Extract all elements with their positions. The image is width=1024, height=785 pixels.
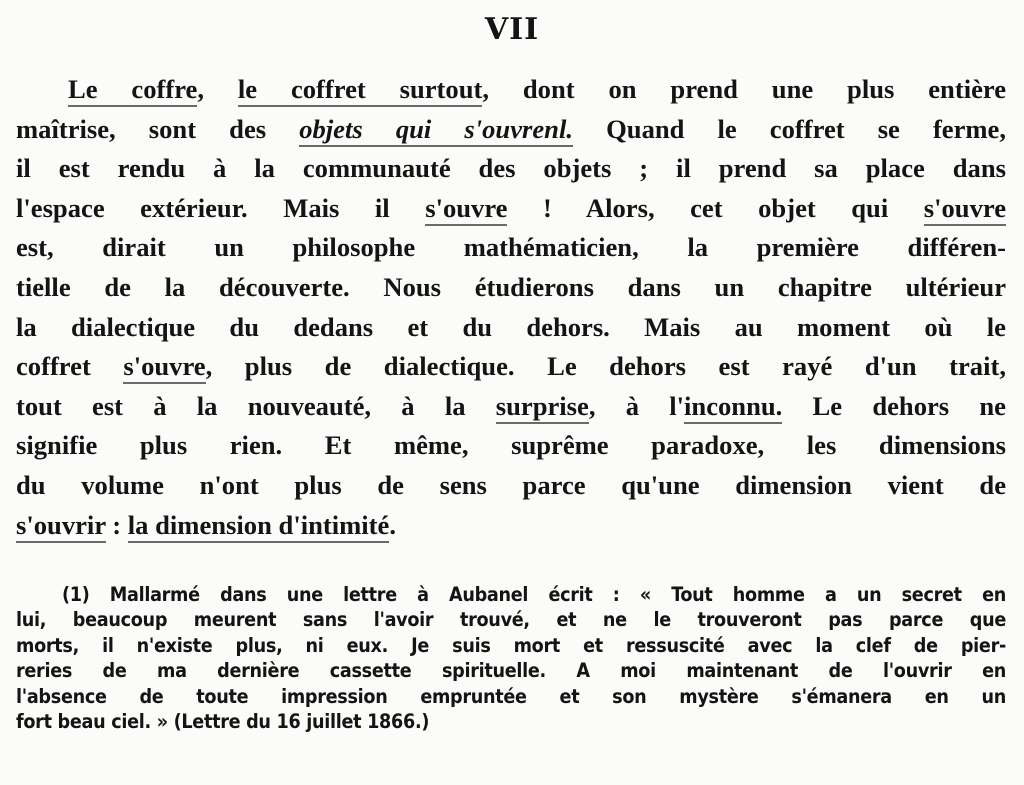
text-segment: .	[389, 509, 396, 540]
text-segment: l'espace extérieur. Mais il	[16, 192, 426, 223]
text-line-11: du volume n'ont plus de sens parce qu'une dimension vient de	[16, 469, 1006, 500]
text-segment: :	[105, 509, 128, 540]
text-segment: Le dehors ne	[782, 390, 1006, 421]
underlined-phrase: surprise	[496, 391, 589, 424]
text-line-7: la dialectique du dedans et du dehors. Mais au moment où le	[16, 311, 1006, 342]
text-line-3: il est rendu à la communauté des objets ; il prend sa place dans	[16, 153, 1006, 184]
text-line-8	[16, 347, 1006, 387]
underlined-italic-phrase: objets qui s'ouvrenl.	[299, 114, 573, 147]
text-line-9	[16, 387, 1006, 427]
footnote-line-2: lui, beaucoup meurent sans l'avoir trouvé, et ne le trouveront pas parce que	[16, 608, 1006, 632]
chapter-number: VII	[484, 12, 540, 47]
underlined-phrase: s'ouvre	[123, 351, 205, 384]
footnote-line-4: reries de ma dernière cassette spirituelle. A moi maintenant de l'ouvrir en	[16, 659, 1006, 683]
footnote-line-3: morts, il n'existe plus, ni eux. Je suis mort et ressuscité avec la clef de pier-	[16, 633, 1006, 657]
text-segment: , plus de dialectique. Le dehors est rayé d'un trait,	[205, 351, 1006, 382]
text-segment: ,	[197, 74, 238, 104]
text-line-4	[16, 189, 1006, 229]
underlined-phrase: le coffret surtout	[238, 74, 482, 107]
text-segment: tout est à la nouveauté, à la	[16, 390, 496, 421]
footnote	[16, 582, 1006, 734]
text-line-1	[16, 70, 1006, 110]
underlined-phrase: s'ouvrir	[16, 510, 106, 543]
text-line-2	[16, 110, 1006, 150]
underlined-phrase: inconnu.	[684, 391, 782, 424]
text-line-10: signifie plus rien. Et même, suprême paradoxe, les dimensions	[16, 430, 1006, 461]
text-segment: ! Alors, cet objet qui	[507, 192, 924, 223]
text-segment: maîtrise, sont des	[16, 113, 300, 144]
text-line-5: est, dirait un philosophe mathématicien, la première différen-	[16, 232, 1006, 263]
footnote-line-6: fort beau ciel. » (Lettre du 16 juillet 1866.)	[16, 709, 430, 733]
text-line-12	[16, 506, 1006, 546]
text-segment: Quand le coffret se ferme,	[573, 113, 1007, 144]
text-segment: , dont on prend une plus entière	[482, 74, 1007, 104]
underlined-phrase: s'ouvre	[425, 193, 507, 226]
underlined-phrase: Le coffre	[68, 74, 197, 107]
text-segment: , à l'	[588, 390, 685, 421]
text-line-6: tielle de la découverte. Nous étudierons dans un chapitre ultérieur	[16, 271, 1006, 302]
underlined-phrase: s'ouvre	[924, 193, 1006, 226]
text-segment: coffret	[16, 351, 124, 382]
footnote-line-5: l'absence de toute impression empruntée et son mystère s'émanera en un	[16, 684, 1006, 708]
main-paragraph	[16, 70, 1006, 545]
footnote-line-1: (1) Mallarmé dans une lettre à Aubanel écrit : « Tout homme a un secret en	[62, 583, 1006, 606]
underlined-phrase: la dimension d'intimité	[128, 510, 390, 543]
